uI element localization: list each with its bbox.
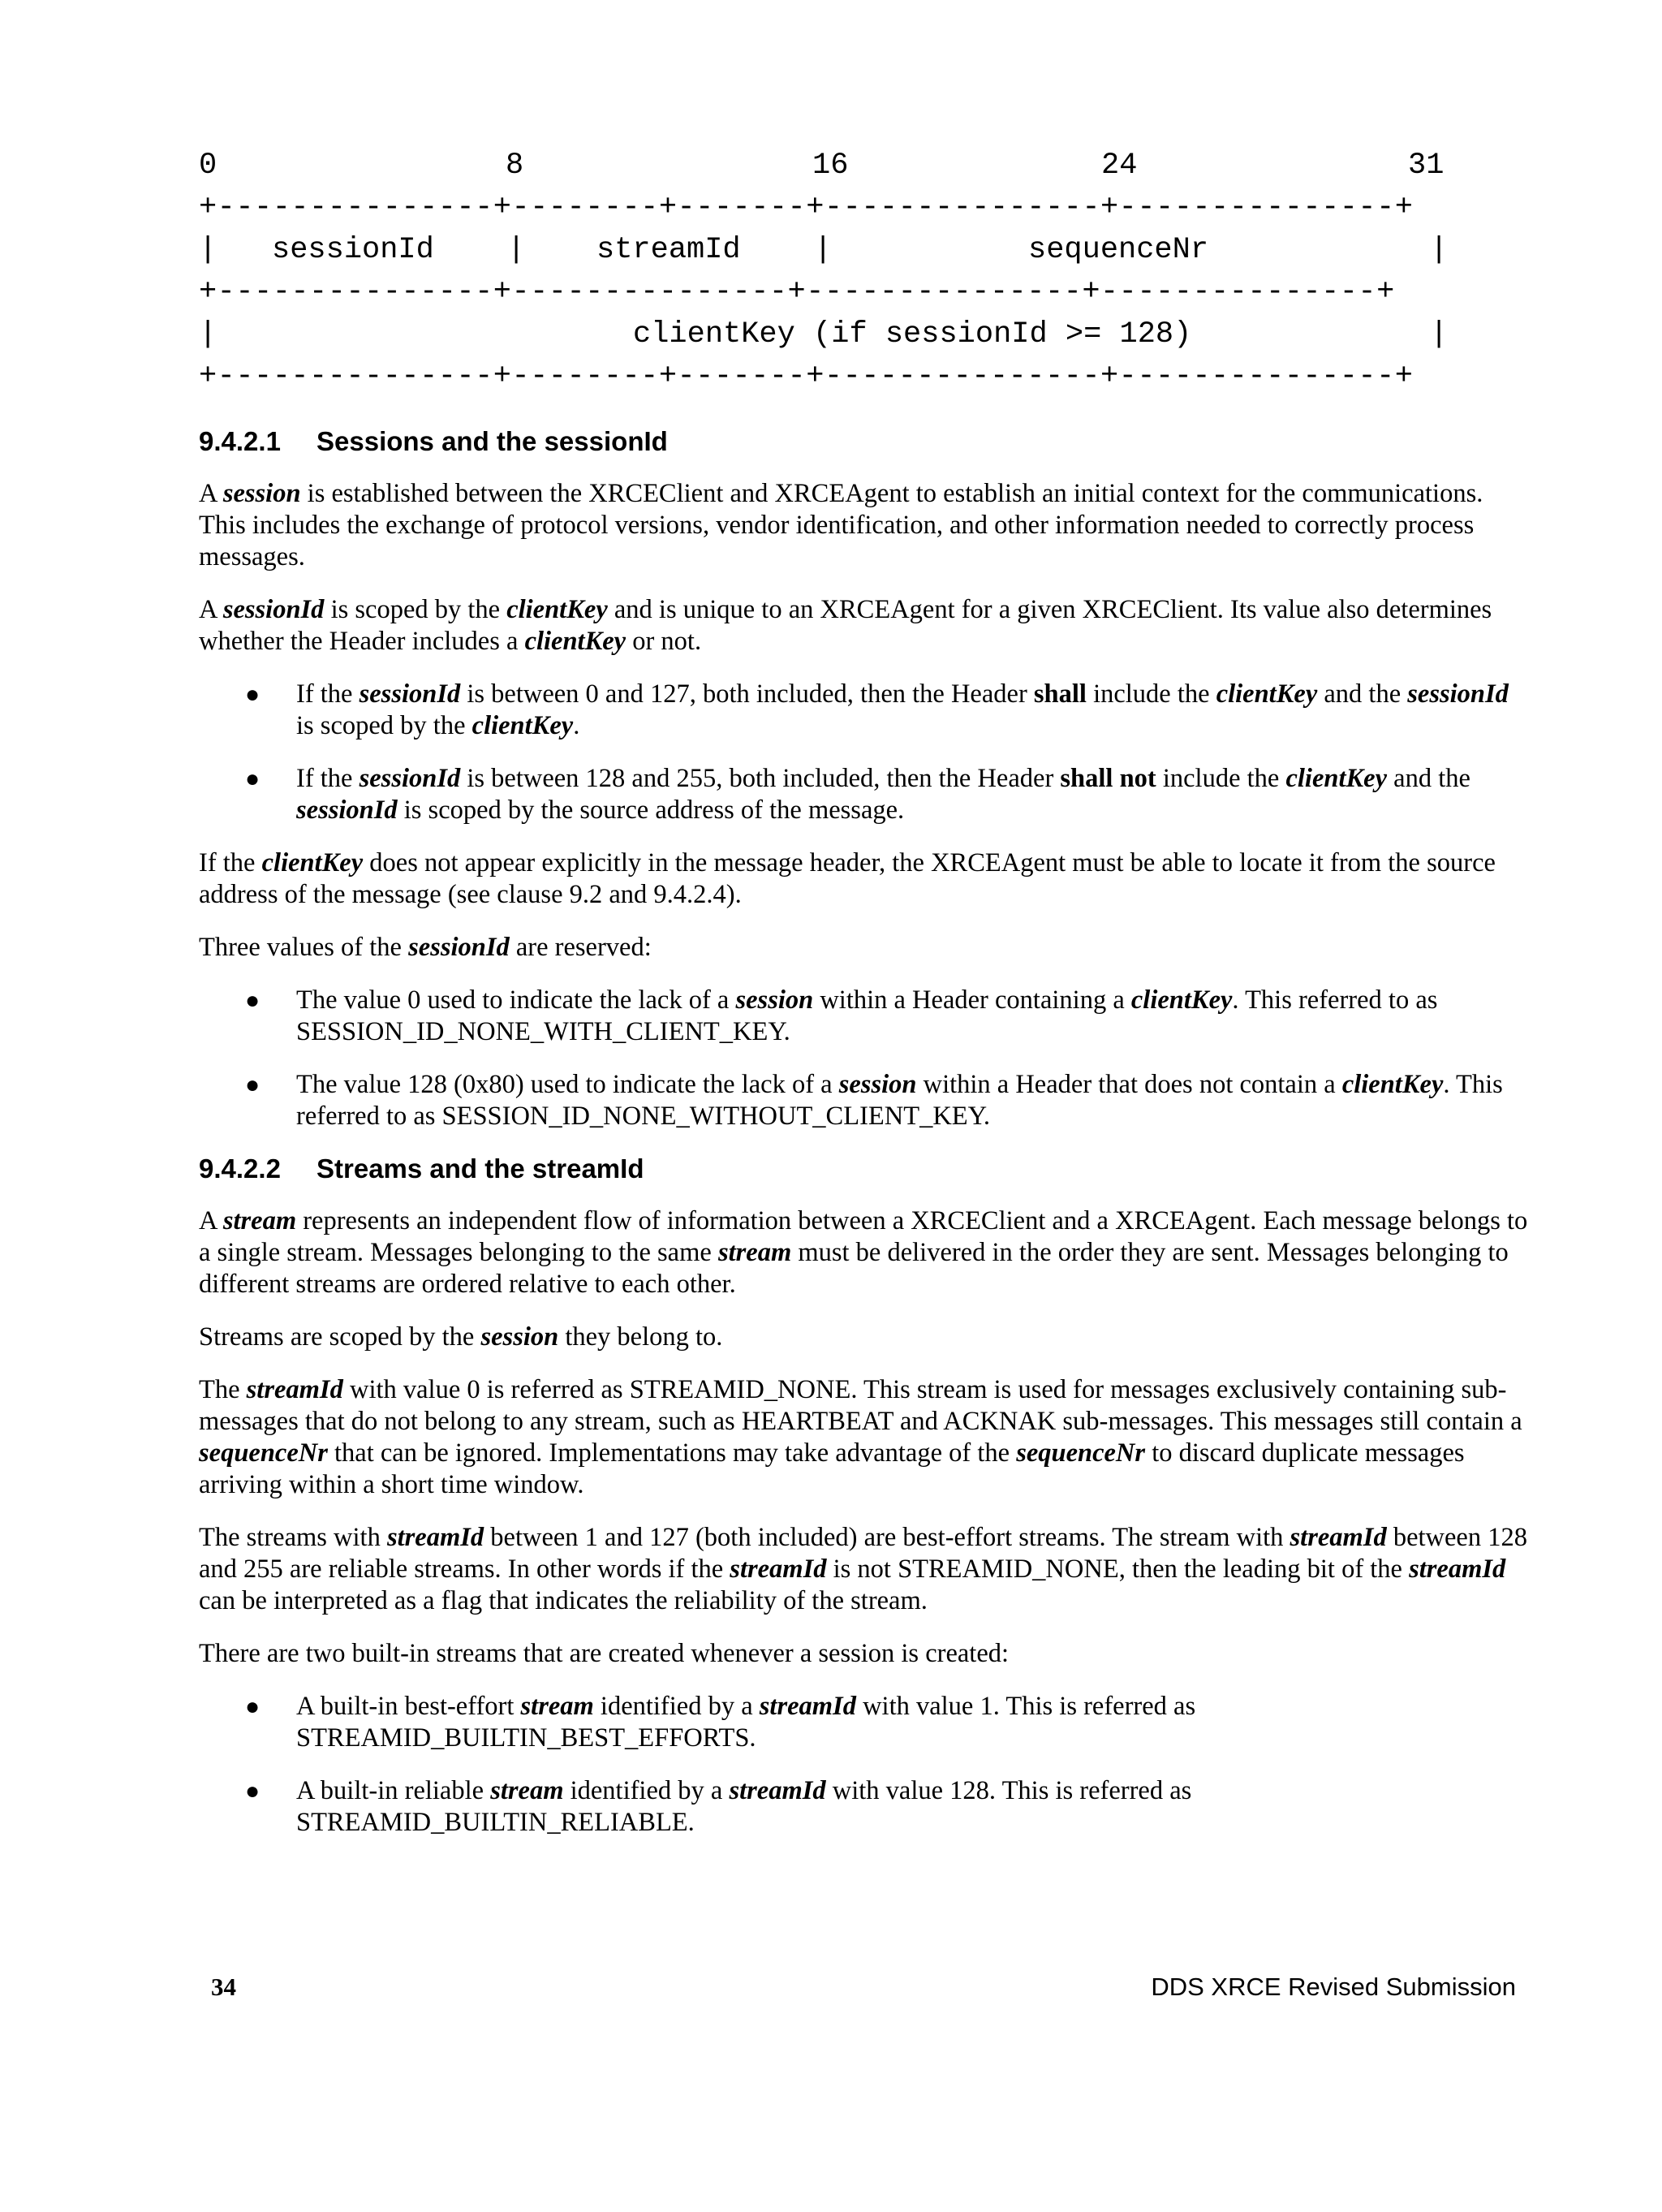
footer-doc-title: DDS XRCE Revised Submission: [1151, 1973, 1516, 2001]
section-heading-9-4-2-1: 9.4.2.1 Sessions and the sessionId: [199, 426, 668, 456]
field-clientKey: clientKey (if sessionId >= 128): [633, 317, 1192, 351]
list-item: ● The value 0 used to indicate the lack of a session within a Header containing a clientKey. This referred to as SESSION_ID_NONE_WITH_CLIENT_KEY.: [245, 985, 1438, 1046]
diagram-row-1: | sessionId | streamId | sequenceNr |: [199, 229, 1465, 271]
bullet-icon: ●: [245, 987, 260, 1014]
bit-label: 0: [199, 149, 217, 183]
paragraph: A stream represents an independent flow of information between a XRCEClient and a XRCEAgent. Each message belongs to a single stream. Messages belonging to the same stream must be delivered in the order they are sent. Messages belonging to different streams are ordered relative to each other.: [199, 1206, 1528, 1299]
diagram-rule-mid: +---------------+---------------+---------------+---------------+: [199, 275, 1395, 309]
bullet-icon: ●: [245, 1778, 260, 1805]
bullet-icon: ●: [245, 765, 260, 792]
bullet-icon: ●: [245, 1072, 260, 1098]
diagram-rule-top: +---------------+--------+-------+---------------+---------------+: [199, 191, 1414, 225]
bullet-icon: ●: [245, 1693, 260, 1720]
list-item: ● A built-in reliable stream identified by a streamId with value 128. This is referred as STREAMID_BUILTIN_RELIABLE.: [245, 1776, 1192, 1837]
field-sequenceNr: sequenceNr: [1028, 233, 1209, 267]
bullet-list: [199, 1691, 1530, 1839]
section-heading-9-4-2-2: 9.4.2.2 Streams and the streamId: [199, 1153, 644, 1184]
paragraph: Three values of the sessionId are reserved:: [199, 933, 652, 962]
paragraph: There are two built-in streams that are created whenever a session is created:: [199, 1639, 1010, 1668]
list-item: ● A built-in best-effort stream identified by a streamId with value 1. This is referred as STREAMID_BUILTIN_BEST_EFFORTS.: [245, 1692, 1196, 1753]
list-item: ● If the sessionId is between 0 and 127, both included, then the Header shall include the clientKey and the sessionId is scoped by the clientKey.: [245, 679, 1509, 740]
paragraph: Streams are scoped by the session they belong to.: [199, 1322, 723, 1352]
list-item: ● If the sessionId is between 128 and 255, both included, then the Header shall not include the clientKey and the sessionId is scoped by the source address of the message.: [245, 764, 1470, 825]
paragraph: A session is established between the XRCEClient and XRCEAgent to establish an initial context for the communications. This includes the exchange of protocol versions, vendor identification, and other information needed to correctly process messages.: [199, 479, 1483, 571]
bullet-list: [199, 985, 1530, 1132]
diagram-row-2: | clientKey (if sessionId >= 128) |: [199, 313, 1465, 356]
bit-label: 31: [1408, 149, 1445, 183]
paragraph: If the clientKey does not appear explicitly in the message header, the XRCEAgent must be able to locate it from the source address of the message (see clause 9.2 and 9.4.2.4).: [199, 848, 1496, 909]
bit-positions: [199, 144, 1465, 187]
field-sessionId: sessionId: [272, 233, 434, 267]
header-format-diagram: [199, 144, 1465, 398]
bit-label: 24: [1101, 149, 1138, 183]
paragraph: The streamId with value 0 is referred as STREAMID_NONE. This stream is used for messages exclusively containing sub-messages that do not belong to any stream, such as HEARTBEAT and ACKNAK sub-messages. This messages still contain a sequenceNr that can be ignored. Implementations may take advantage of the sequenceNr to discard duplicate messages arriving within a short time window.: [199, 1375, 1522, 1499]
bit-label: 8: [506, 149, 524, 183]
page-number: 34: [211, 1973, 236, 2001]
paragraph: A sessionId is scoped by the clientKey and is unique to an XRCEAgent for a given XRCEClient. Its value also determines whether the Header includes a clientKey or not.: [199, 595, 1492, 656]
paragraph: The streams with streamId between 1 and 127 (both included) are best-effort streams. The stream with streamId between 128 and 255 are reliable streams. In other words if the streamId is not STREAMID_NONE, then the leading bit of the streamId can be interpreted as a flag that indicates the reliability of the stream.: [199, 1523, 1527, 1615]
bit-label: 16: [812, 149, 849, 183]
bullet-list: [199, 679, 1530, 826]
document-body: [199, 426, 1530, 1860]
bullet-icon: ●: [245, 681, 260, 708]
diagram-rule-bottom: +---------------+--------+-------+---------------+---------------+: [199, 360, 1414, 394]
field-streamId: streamId: [596, 233, 741, 267]
list-item: ● The value 128 (0x80) used to indicate the lack of a session within a Header that does not contain a clientKey. This referred to as SESSION_ID_NONE_WITHOUT_CLIENT_KEY.: [245, 1070, 1503, 1131]
